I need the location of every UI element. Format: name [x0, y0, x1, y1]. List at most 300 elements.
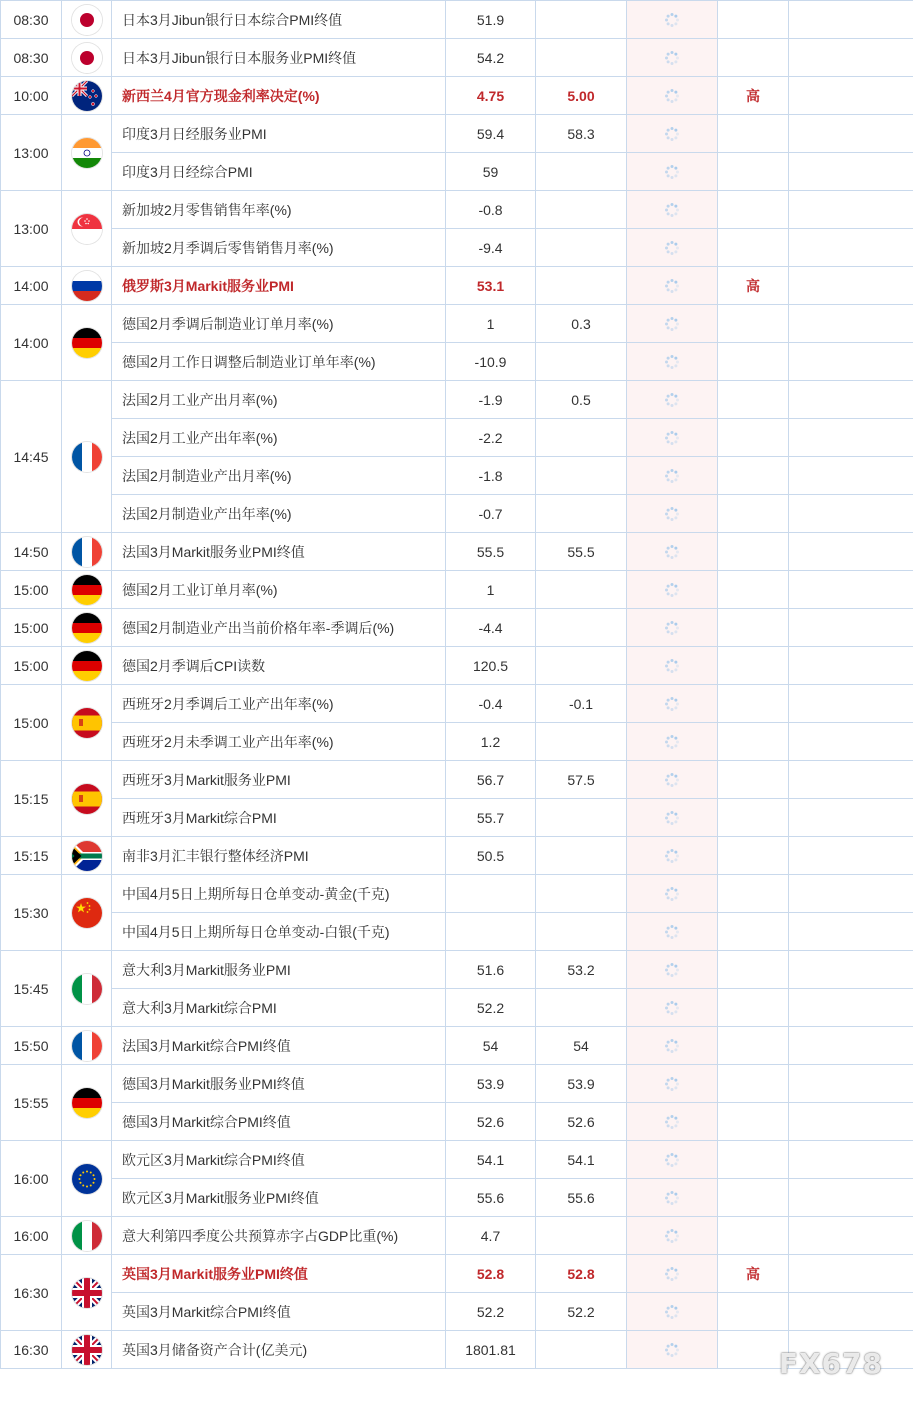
- loading-spinner-icon: [664, 49, 680, 65]
- forecast-value: [536, 495, 627, 533]
- calendar-row: [1, 1, 913, 39]
- loading-spinner-icon: [664, 505, 680, 521]
- calendar-row: [1, 989, 913, 1027]
- germany-flag-icon: [72, 651, 102, 681]
- event-name[interactable]: 法国2月工业产出月率(%): [112, 381, 446, 419]
- calendar-row: [1, 1141, 913, 1179]
- previous-value: 59.4: [446, 115, 536, 153]
- actual-value-loading: [627, 609, 718, 647]
- event-time: 15:15: [1, 837, 62, 875]
- extra-cell: [789, 495, 913, 533]
- previous-value: 54.1: [446, 1141, 536, 1179]
- event-time: 15:45: [1, 951, 62, 1027]
- importance-badge: [718, 1217, 789, 1255]
- actual-value-loading: [627, 951, 718, 989]
- event-time: 14:50: [1, 533, 62, 571]
- forecast-value: 58.3: [536, 115, 627, 153]
- spain-flag-icon: [72, 708, 102, 738]
- extra-cell: [789, 39, 913, 77]
- previous-value: -4.4: [446, 609, 536, 647]
- extra-cell: [789, 913, 913, 951]
- forecast-value: [536, 837, 627, 875]
- previous-value: 120.5: [446, 647, 536, 685]
- event-time: 14:00: [1, 267, 62, 305]
- france-flag-icon: [72, 442, 102, 472]
- importance-badge: [718, 647, 789, 685]
- calendar-row: [1, 1331, 913, 1369]
- extra-cell: [789, 343, 913, 381]
- event-name[interactable]: 新西兰4月官方现金利率决定(%): [112, 77, 446, 115]
- forecast-value: [536, 571, 627, 609]
- actual-value-loading: [627, 1255, 718, 1293]
- country-flag-cell: [62, 951, 112, 1027]
- uk-flag-icon: [72, 1335, 102, 1365]
- actual-value-loading: [627, 1027, 718, 1065]
- actual-value-loading: [627, 989, 718, 1027]
- calendar-row: [1, 495, 913, 533]
- forecast-value: [536, 799, 627, 837]
- forecast-value: [536, 153, 627, 191]
- actual-value-loading: [627, 77, 718, 115]
- country-flag-cell: [62, 837, 112, 875]
- calendar-row: [1, 229, 913, 267]
- calendar-row: [1, 761, 913, 799]
- actual-value-loading: [627, 875, 718, 913]
- calendar-row: [1, 381, 913, 419]
- calendar-row: [1, 1065, 913, 1103]
- extra-cell: [789, 1065, 913, 1103]
- event-name[interactable]: 中国4月5日上期所每日仓单变动-黄金(千克): [112, 875, 446, 913]
- event-name[interactable]: 意大利3月Markit综合PMI: [112, 989, 446, 1027]
- actual-value-loading: [627, 1217, 718, 1255]
- forecast-value: 52.6: [536, 1103, 627, 1141]
- previous-value: -0.4: [446, 685, 536, 723]
- event-time: 15:15: [1, 761, 62, 837]
- actual-value-loading: [627, 1103, 718, 1141]
- actual-value-loading: [627, 419, 718, 457]
- extra-cell: [789, 1, 913, 39]
- actual-value-loading: [627, 457, 718, 495]
- event-name[interactable]: 法国3月Markit服务业PMI终值: [112, 533, 446, 571]
- loading-spinner-icon: [664, 277, 680, 293]
- event-time: 13:00: [1, 115, 62, 191]
- event-name[interactable]: 法国2月工业产出年率(%): [112, 419, 446, 457]
- forecast-value: [536, 875, 627, 913]
- importance-badge: [718, 229, 789, 267]
- extra-cell: [789, 761, 913, 799]
- event-time: 15:00: [1, 685, 62, 761]
- event-name[interactable]: 德国2月季调后CPI读数: [112, 647, 446, 685]
- importance-badge: [718, 457, 789, 495]
- country-flag-cell: [62, 1255, 112, 1331]
- importance-badge: [718, 39, 789, 77]
- loading-spinner-icon: [664, 315, 680, 331]
- loading-spinner-icon: [664, 1341, 680, 1357]
- previous-value: 52.2: [446, 1293, 536, 1331]
- country-flag-cell: [62, 1141, 112, 1217]
- importance-badge: [718, 951, 789, 989]
- loading-spinner-icon: [664, 733, 680, 749]
- event-name[interactable]: 英国3月储备资产合计(亿美元): [112, 1331, 446, 1369]
- extra-cell: [789, 951, 913, 989]
- extra-cell: [789, 609, 913, 647]
- importance-badge: [718, 1141, 789, 1179]
- germany-flag-icon: [72, 575, 102, 605]
- event-time: 16:30: [1, 1331, 62, 1369]
- forecast-value: [536, 1217, 627, 1255]
- event-name[interactable]: 西班牙3月Markit服务业PMI: [112, 761, 446, 799]
- extra-cell: [789, 191, 913, 229]
- country-flag-cell: [62, 267, 112, 305]
- previous-value: -1.9: [446, 381, 536, 419]
- event-name[interactable]: 西班牙3月Markit综合PMI: [112, 799, 446, 837]
- calendar-row: [1, 1217, 913, 1255]
- importance-badge: [718, 1065, 789, 1103]
- extra-cell: [789, 1293, 913, 1331]
- previous-value: 1801.81: [446, 1331, 536, 1369]
- calendar-row: [1, 1179, 913, 1217]
- loading-spinner-icon: [664, 1113, 680, 1129]
- loading-spinner-icon: [664, 1037, 680, 1053]
- actual-value-loading: [627, 571, 718, 609]
- country-flag-cell: [62, 39, 112, 77]
- event-name[interactable]: 新加坡2月零售销售年率(%): [112, 191, 446, 229]
- forecast-value: [536, 191, 627, 229]
- event-name[interactable]: 德国3月Markit综合PMI终值: [112, 1103, 446, 1141]
- event-name[interactable]: 法国2月制造业产出月率(%): [112, 457, 446, 495]
- event-time: 13:00: [1, 191, 62, 267]
- forecast-value: [536, 343, 627, 381]
- event-name[interactable]: 中国4月5日上期所每日仓单变动-白银(千克): [112, 913, 446, 951]
- event-name[interactable]: 英国3月Markit服务业PMI终值: [112, 1255, 446, 1293]
- russia-flag-icon: [72, 271, 102, 301]
- extra-cell: [789, 1027, 913, 1065]
- previous-value: 55.6: [446, 1179, 536, 1217]
- forecast-value: [536, 267, 627, 305]
- loading-spinner-icon: [664, 239, 680, 255]
- previous-value: [446, 913, 536, 951]
- event-time: 15:00: [1, 571, 62, 609]
- germany-flag-icon: [72, 1088, 102, 1118]
- forecast-value: [536, 419, 627, 457]
- extra-cell: [789, 305, 913, 343]
- forecast-value: [536, 1331, 627, 1369]
- extra-cell: [789, 533, 913, 571]
- loading-spinner-icon: [664, 1075, 680, 1091]
- calendar-row: [1, 571, 913, 609]
- loading-spinner-icon: [664, 429, 680, 445]
- france-flag-icon: [72, 537, 102, 567]
- event-name[interactable]: 法国3月Markit综合PMI终值: [112, 1027, 446, 1065]
- event-time: 16:30: [1, 1255, 62, 1331]
- country-flag-cell: [62, 381, 112, 533]
- event-time: 15:55: [1, 1065, 62, 1141]
- calendar-row: [1, 1103, 913, 1141]
- event-time: 14:00: [1, 305, 62, 381]
- event-name[interactable]: 新加坡2月季调后零售销售月率(%): [112, 229, 446, 267]
- actual-value-loading: [627, 115, 718, 153]
- previous-value: -0.8: [446, 191, 536, 229]
- forecast-value: 55.6: [536, 1179, 627, 1217]
- actual-value-loading: [627, 1141, 718, 1179]
- extra-cell: [789, 685, 913, 723]
- importance-badge: [718, 153, 789, 191]
- event-name[interactable]: 西班牙2月季调后工业产出年率(%): [112, 685, 446, 723]
- loading-spinner-icon: [664, 619, 680, 635]
- event-time: 16:00: [1, 1141, 62, 1217]
- importance-badge: 高: [718, 77, 789, 115]
- calendar-row: [1, 1293, 913, 1331]
- importance-badge: [718, 723, 789, 761]
- country-flag-cell: [62, 533, 112, 571]
- extra-cell: [789, 77, 913, 115]
- extra-cell: [789, 267, 913, 305]
- actual-value-loading: [627, 1, 718, 39]
- actual-value-loading: [627, 267, 718, 305]
- loading-spinner-icon: [664, 809, 680, 825]
- loading-spinner-icon: [664, 87, 680, 103]
- event-name[interactable]: 法国2月制造业产出年率(%): [112, 495, 446, 533]
- event-name[interactable]: 南非3月汇丰银行整体经济PMI: [112, 837, 446, 875]
- forecast-value: 53.9: [536, 1065, 627, 1103]
- forecast-value: [536, 989, 627, 1027]
- loading-spinner-icon: [664, 163, 680, 179]
- forecast-value: [536, 39, 627, 77]
- importance-badge: [718, 343, 789, 381]
- actual-value-loading: [627, 799, 718, 837]
- germany-flag-icon: [72, 613, 102, 643]
- event-name[interactable]: 德国3月Markit服务业PMI终值: [112, 1065, 446, 1103]
- new-zealand-flag-icon: [72, 81, 102, 111]
- country-flag-cell: [62, 647, 112, 685]
- uk-flag-icon: [72, 1278, 102, 1308]
- event-name[interactable]: 德国2月工业订单月率(%): [112, 571, 446, 609]
- extra-cell: [789, 989, 913, 1027]
- event-name[interactable]: 日本3月Jibun银行日本综合PMI终值: [112, 1, 446, 39]
- importance-badge: [718, 571, 789, 609]
- importance-badge: [718, 799, 789, 837]
- importance-badge: [718, 1103, 789, 1141]
- previous-value: 59: [446, 153, 536, 191]
- importance-badge: [718, 913, 789, 951]
- importance-badge: [718, 305, 789, 343]
- china-flag-icon: [72, 898, 102, 928]
- previous-value: -9.4: [446, 229, 536, 267]
- event-time: 16:00: [1, 1217, 62, 1255]
- extra-cell: [789, 153, 913, 191]
- previous-value: 1.2: [446, 723, 536, 761]
- event-name[interactable]: 印度3月日经服务业PMI: [112, 115, 446, 153]
- actual-value-loading: [627, 723, 718, 761]
- actual-value-loading: [627, 381, 718, 419]
- loading-spinner-icon: [664, 923, 680, 939]
- previous-value: 1: [446, 305, 536, 343]
- country-flag-cell: [62, 761, 112, 837]
- loading-spinner-icon: [664, 353, 680, 369]
- loading-spinner-icon: [664, 1189, 680, 1205]
- calendar-row: [1, 875, 913, 913]
- extra-cell: [789, 419, 913, 457]
- japan-flag-icon: [72, 5, 102, 35]
- previous-value: 55.5: [446, 533, 536, 571]
- france-flag-icon: [72, 1031, 102, 1061]
- actual-value-loading: [627, 39, 718, 77]
- loading-spinner-icon: [664, 581, 680, 597]
- watermark: FX678: [778, 1347, 883, 1380]
- actual-value-loading: [627, 761, 718, 799]
- loading-spinner-icon: [664, 1265, 680, 1281]
- calendar-row: [1, 39, 913, 77]
- previous-value: 55.7: [446, 799, 536, 837]
- forecast-value: 0.3: [536, 305, 627, 343]
- loading-spinner-icon: [664, 391, 680, 407]
- extra-cell: [789, 837, 913, 875]
- previous-value: [446, 875, 536, 913]
- importance-badge: [718, 685, 789, 723]
- importance-badge: [718, 419, 789, 457]
- previous-value: -2.2: [446, 419, 536, 457]
- loading-spinner-icon: [664, 657, 680, 673]
- loading-spinner-icon: [664, 1151, 680, 1167]
- calendar-row: [1, 419, 913, 457]
- loading-spinner-icon: [664, 847, 680, 863]
- event-name[interactable]: 意大利第四季度公共预算赤字占GDP比重(%): [112, 1217, 446, 1255]
- country-flag-cell: [62, 1331, 112, 1369]
- extra-cell: [789, 723, 913, 761]
- actual-value-loading: [627, 305, 718, 343]
- importance-badge: [718, 1027, 789, 1065]
- event-name[interactable]: 印度3月日经综合PMI: [112, 153, 446, 191]
- importance-badge: 高: [718, 1255, 789, 1293]
- country-flag-cell: [62, 609, 112, 647]
- loading-spinner-icon: [664, 201, 680, 217]
- singapore-flag-icon: [72, 214, 102, 244]
- forecast-value: [536, 723, 627, 761]
- event-name[interactable]: 欧元区3月Markit综合PMI终值: [112, 1141, 446, 1179]
- forecast-value: 5.00: [536, 77, 627, 115]
- loading-spinner-icon: [664, 999, 680, 1015]
- extra-cell: [789, 647, 913, 685]
- actual-value-loading: [627, 343, 718, 381]
- calendar-row: [1, 305, 913, 343]
- extra-cell: [789, 229, 913, 267]
- calendar-row: [1, 1255, 913, 1293]
- loading-spinner-icon: [664, 467, 680, 483]
- event-name[interactable]: 日本3月Jibun银行日本服务业PMI终值: [112, 39, 446, 77]
- forecast-value: [536, 647, 627, 685]
- event-time: 15:00: [1, 609, 62, 647]
- event-name[interactable]: 俄罗斯3月Markit服务业PMI: [112, 267, 446, 305]
- previous-value: 53.1: [446, 267, 536, 305]
- calendar-row: [1, 723, 913, 761]
- event-time: 15:30: [1, 875, 62, 951]
- loading-spinner-icon: [664, 961, 680, 977]
- event-time: 08:30: [1, 39, 62, 77]
- country-flag-cell: [62, 1065, 112, 1141]
- calendar-row: [1, 533, 913, 571]
- event-time: 15:00: [1, 647, 62, 685]
- loading-spinner-icon: [664, 1227, 680, 1243]
- actual-value-loading: [627, 1331, 718, 1369]
- loading-spinner-icon: [664, 771, 680, 787]
- calendar-row: [1, 267, 913, 305]
- india-flag-icon: [72, 138, 102, 168]
- extra-cell: [789, 1141, 913, 1179]
- country-flag-cell: [62, 1, 112, 39]
- previous-value: -10.9: [446, 343, 536, 381]
- previous-value: 52.8: [446, 1255, 536, 1293]
- forecast-value: [536, 457, 627, 495]
- previous-value: 4.7: [446, 1217, 536, 1255]
- loading-spinner-icon: [664, 1303, 680, 1319]
- previous-value: 56.7: [446, 761, 536, 799]
- italy-flag-icon: [72, 974, 102, 1004]
- previous-value: 51.9: [446, 1, 536, 39]
- previous-value: 4.75: [446, 77, 536, 115]
- country-flag-cell: [62, 685, 112, 761]
- loading-spinner-icon: [664, 11, 680, 27]
- actual-value-loading: [627, 229, 718, 267]
- calendar-row: [1, 115, 913, 153]
- event-name[interactable]: 英国3月Markit综合PMI终值: [112, 1293, 446, 1331]
- actual-value-loading: [627, 533, 718, 571]
- calendar-row: [1, 913, 913, 951]
- event-time: 08:30: [1, 1, 62, 39]
- event-name[interactable]: 德国2月工作日调整后制造业订单年率(%): [112, 343, 446, 381]
- loading-spinner-icon: [664, 125, 680, 141]
- actual-value-loading: [627, 153, 718, 191]
- forecast-value: [536, 609, 627, 647]
- previous-value: -0.7: [446, 495, 536, 533]
- actual-value-loading: [627, 647, 718, 685]
- extra-cell: [789, 115, 913, 153]
- south-africa-flag-icon: [72, 841, 102, 871]
- previous-value: 52.6: [446, 1103, 536, 1141]
- event-name[interactable]: 欧元区3月Markit服务业PMI终值: [112, 1179, 446, 1217]
- extra-cell: [789, 1179, 913, 1217]
- event-name[interactable]: 德国2月季调后制造业订单月率(%): [112, 305, 446, 343]
- event-name[interactable]: 意大利3月Markit服务业PMI: [112, 951, 446, 989]
- event-time: 14:45: [1, 381, 62, 533]
- importance-badge: [718, 761, 789, 799]
- forecast-value: 52.8: [536, 1255, 627, 1293]
- country-flag-cell: [62, 115, 112, 191]
- forecast-value: 57.5: [536, 761, 627, 799]
- previous-value: 52.2: [446, 989, 536, 1027]
- forecast-value: [536, 913, 627, 951]
- italy-flag-icon: [72, 1221, 102, 1251]
- previous-value: 51.6: [446, 951, 536, 989]
- country-flag-cell: [62, 77, 112, 115]
- extra-cell: [789, 799, 913, 837]
- importance-badge: [718, 1179, 789, 1217]
- spain-flag-icon: [72, 784, 102, 814]
- actual-value-loading: [627, 913, 718, 951]
- previous-value: 53.9: [446, 1065, 536, 1103]
- event-name[interactable]: 西班牙2月未季调工业产出年率(%): [112, 723, 446, 761]
- extra-cell: [789, 875, 913, 913]
- calendar-row: [1, 951, 913, 989]
- actual-value-loading: [627, 1293, 718, 1331]
- event-name[interactable]: 德国2月制造业产出当前价格年率-季调后(%): [112, 609, 446, 647]
- country-flag-cell: [62, 875, 112, 951]
- country-flag-cell: [62, 1217, 112, 1255]
- previous-value: -1.8: [446, 457, 536, 495]
- eu-flag-icon: [72, 1164, 102, 1194]
- importance-badge: [718, 1, 789, 39]
- calendar-row: [1, 647, 913, 685]
- extra-cell: [789, 1255, 913, 1293]
